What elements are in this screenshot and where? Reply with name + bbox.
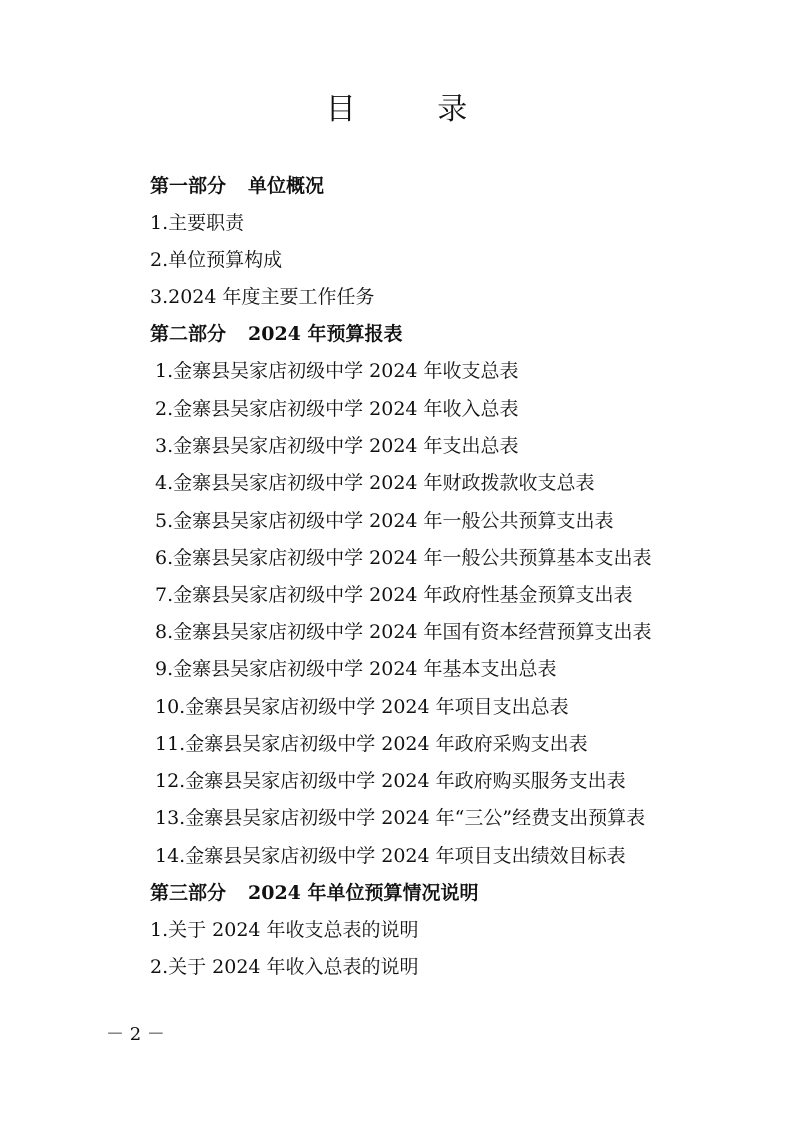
section-part: 第三部分 bbox=[150, 882, 227, 904]
toc-item: 9.金寨县吴家店初级中学 2024 年基本支出总表 bbox=[155, 658, 557, 680]
toc-item: 14.金寨县吴家店初级中学 2024 年项目支出绩效目标表 bbox=[155, 845, 626, 867]
toc-item: 3.金寨县吴家店初级中学 2024 年支出总表 bbox=[155, 435, 519, 457]
toc-item: 13.金寨县吴家店初级中学 2024 年“三公”经费支出预算表 bbox=[155, 807, 646, 829]
toc-item: 12.金寨县吴家店初级中学 2024 年政府购买服务支出表 bbox=[155, 770, 626, 792]
section-name: 2024 年单位预算情况说明 bbox=[248, 882, 479, 904]
toc-item: 1.金寨县吴家店初级中学 2024 年收支总表 bbox=[155, 360, 519, 382]
toc-item: 2.金寨县吴家店初级中学 2024 年收入总表 bbox=[155, 398, 519, 420]
toc-item: 5.金寨县吴家店初级中学 2024 年一般公共预算支出表 bbox=[155, 510, 614, 532]
section-part: 第一部分 bbox=[150, 175, 227, 197]
toc-item: 11.金寨县吴家店初级中学 2024 年政府采购支出表 bbox=[155, 733, 588, 755]
section-heading bbox=[150, 322, 403, 346]
section-heading bbox=[150, 881, 479, 905]
page-title: 目 录 bbox=[325, 92, 504, 127]
toc-item: 6.金寨县吴家店初级中学 2024 年一般公共预算基本支出表 bbox=[155, 547, 652, 569]
toc-item: 10.金寨县吴家店初级中学 2024 年项目支出总表 bbox=[155, 696, 569, 718]
toc-item: 4.金寨县吴家店初级中学 2024 年财政拨款收支总表 bbox=[155, 472, 595, 494]
toc-item: 3.2024 年度主要工作任务 bbox=[150, 286, 375, 308]
toc-item: 1.关于 2024 年收支总表的说明 bbox=[150, 919, 419, 941]
section-name: 2024 年预算报表 bbox=[248, 323, 403, 345]
toc-item: 8.金寨县吴家店初级中学 2024 年国有资本经营预算支出表 bbox=[155, 621, 652, 643]
section-heading bbox=[150, 174, 324, 198]
section-name: 单位概况 bbox=[248, 175, 325, 197]
toc-item: 1.主要职责 bbox=[150, 212, 245, 234]
toc-item: 2.单位预算构成 bbox=[150, 249, 283, 271]
section-part: 第二部分 bbox=[150, 323, 227, 345]
page-number: － 2 － bbox=[106, 1024, 165, 1045]
toc-item: 2.关于 2024 年收入总表的说明 bbox=[150, 956, 419, 978]
toc-item: 7.金寨县吴家店初级中学 2024 年政府性基金预算支出表 bbox=[155, 584, 633, 606]
